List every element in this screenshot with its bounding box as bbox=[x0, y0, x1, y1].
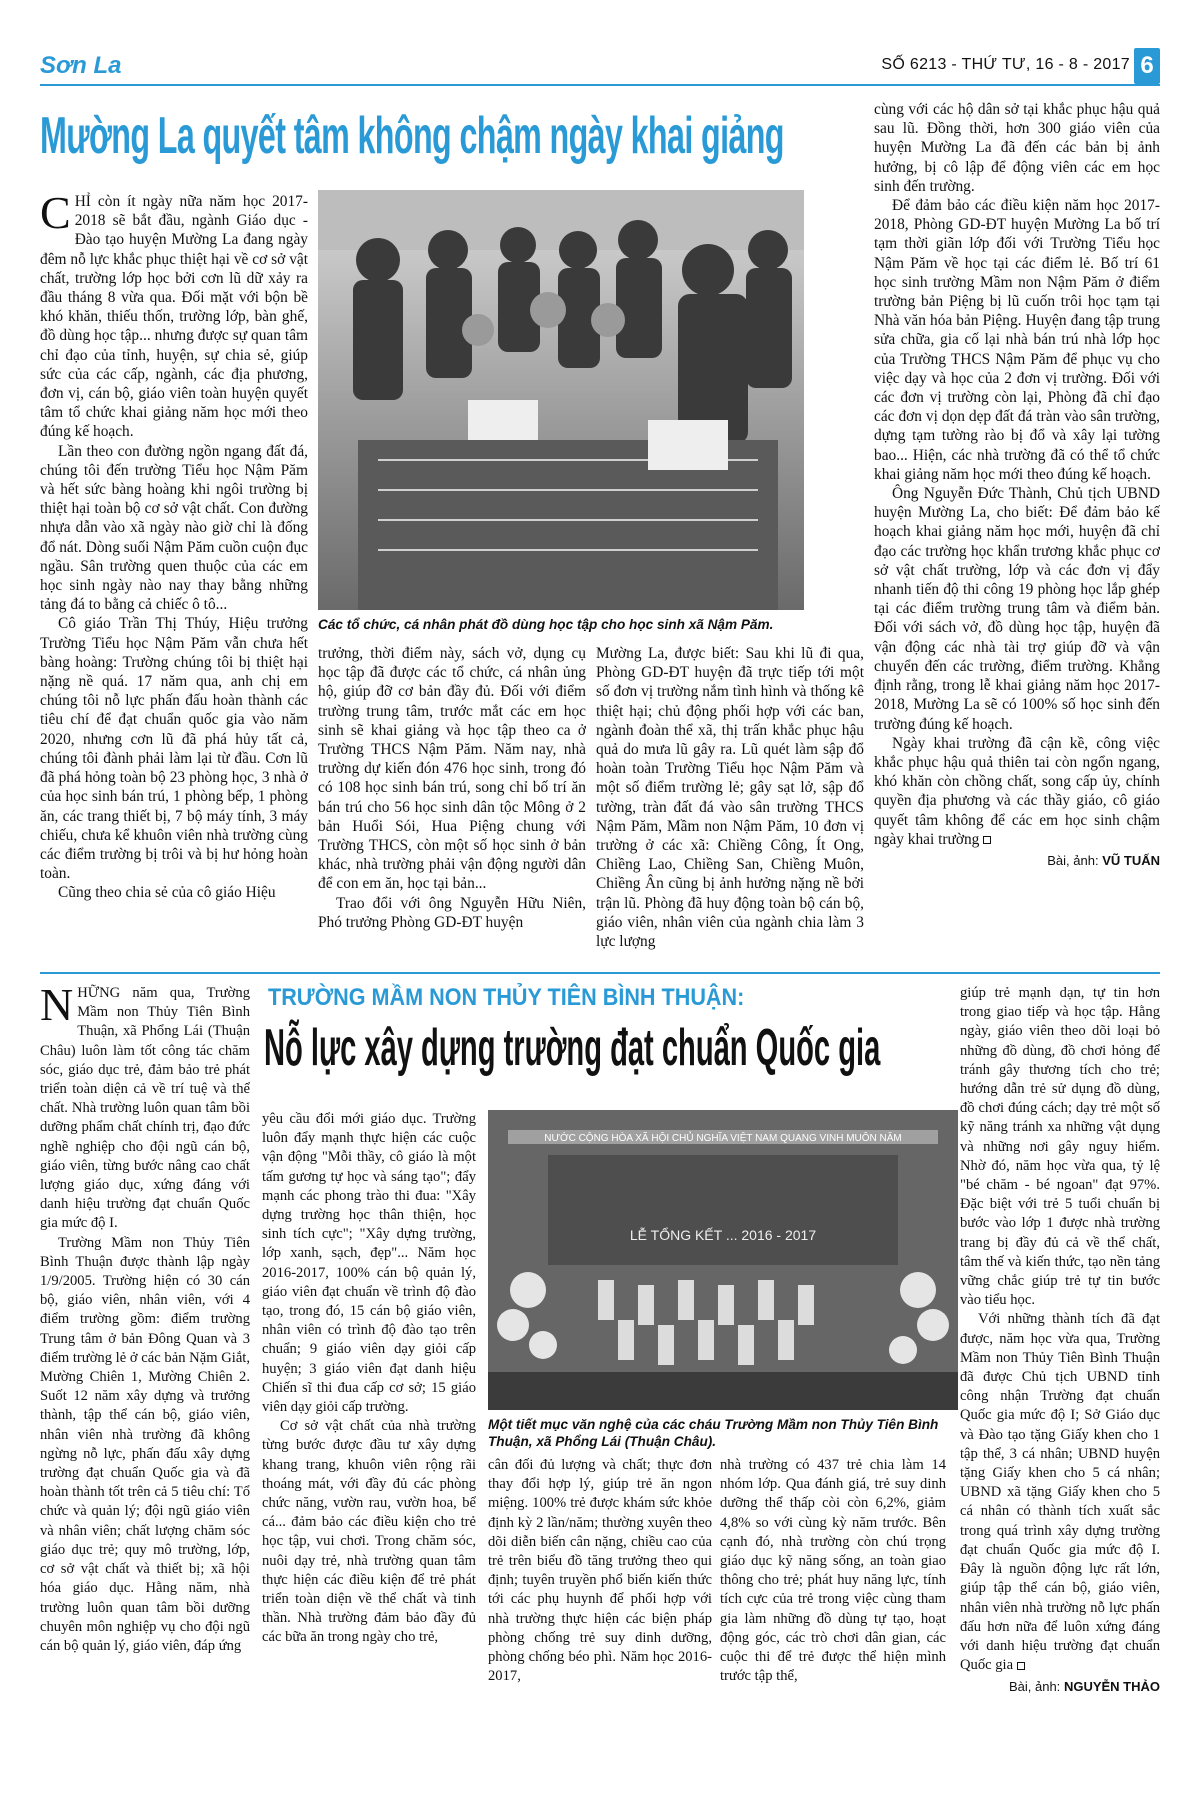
paragraph: Mường La, được biết: Sau khi lũ đi qua, Phòng GD-ĐT huyện đã trực tiếp tới một số đơn vị trường nắm tình hình và thống kê thiệt hại; chủ động phối hợp với các ban, ngành đoàn thể xã, thị trấn khắc phục hậu quả do mưa lũ gây ra. Lũ quét làm sập đổ hoàn toàn Trường Tiểu học Nậm Păm và một số điểm trường lẻ; gây sạt lở, sập đổ tường, tràn đất đá vào sân trường THCS Nậm Păm, Mầm non Nậm Păm, 10 đơn vị trường ở các xã: Chiềng Công, Ít Ong, Chiềng Lao, Chiềng San, Chiềng Muôn, Chiềng Ân cũng bị ảnh hưởng nặng nề bởi trận lũ. Phòng đã huy động toàn bộ cán bộ, giáo viên, nhân viên của ngành chia làm 3 lực lượng bbox=[596, 645, 864, 951]
article2-kicker: TRƯỜNG MẦM NON THỦY TIÊN BÌNH THUẬN: bbox=[268, 984, 745, 1011]
article2-col1 bbox=[40, 984, 250, 1772]
stage-photo bbox=[488, 1110, 958, 1410]
article1-title: Mường La quyết tâm không chậm ngày khai giảng bbox=[40, 107, 784, 165]
issue-line: SỐ 6213 - THỨ TƯ, 16 - 8 - 2017 bbox=[881, 56, 1130, 73]
article1-photo-caption: Các tổ chức, cá nhân phát đồ dùng học tập cho học sinh xã Nậm Păm. bbox=[318, 617, 774, 632]
paragraph: cân đối đủ lượng và chất; thực đơn thay đổi hợp lý, giúp trẻ ăn ngon miệng. 100% trẻ được khám sức khỏe định kỳ 2 lần/năm; thường xuyên theo dõi diễn biến cân nặng, chiều cao của trẻ trên biểu đồ tăng trưởng theo qui định; tuyên truyền phổ biến kiến thức tới các phụ huynh để phối hợp với nhà trường thực hiện các biện pháp phòng chống trẻ suy dinh dưỡng, phòng chống béo phì. Năm học 2016-2017, bbox=[488, 1457, 712, 1685]
crowd-photo bbox=[318, 190, 804, 610]
paragraph: giúp trẻ mạnh dạn, tự tin hơn trong giao tiếp và học tập. Hằng ngày, giáo viên theo dõi loại bỏ những đồ dùng, đồ chơi hỏng để tránh gây thương tích cho trẻ; hướng dẫn trẻ sử dụng đồ dùng, đồ chơi đúng cách; dạy trẻ một số kỹ năng tránh xa những vật dụng và những nơi gây nguy hiểm. Nhờ đó, năm học vừa qua, tỷ lệ "bé chăm - bé ngoan" đạt 97%. Đặc biệt với trẻ 5 tuổi chuẩn bị bước vào lớp 1 được nhà trường trang bị đầy đủ cả về thể chất, tâm thế và kiến thức, tạo nền tảng vững chắc giúp trẻ tự tin bước vào tiểu học. bbox=[960, 985, 1160, 1309]
end-mark-icon bbox=[983, 836, 991, 844]
article-separator bbox=[40, 972, 1160, 974]
article1-photo bbox=[318, 190, 804, 610]
paragraph: Trao đổi với ông Nguyễn Hữu Niên, Phó trưởng Phòng GD-ĐT huyện bbox=[318, 894, 586, 931]
end-mark-icon bbox=[1017, 1662, 1025, 1670]
article2-col3 bbox=[488, 1456, 712, 1772]
article2-byline: Bài, ảnh: NGUYỄN THẢO bbox=[1008, 1679, 1160, 1695]
paragraph: Cũng theo chia sẻ của cô giáo Hiệu bbox=[58, 884, 276, 902]
article2-photo bbox=[488, 1110, 958, 1410]
paragraph: HỈ còn ít ngày nữa năm học 2017-2018 sẽ bắt đầu, ngành Giáo dục - Đào tạo huyện Mường La đang ngày đêm nỗ lực khắc phục thiệt hại về cơ sở vật chất, trường lớp học bởi cơn lũ dữ xảy ra đầu tháng 8 vừa qua. Đối mặt với bộn bề khó khăn, thiếu thốn, trường lớp, bàn ghế, đồ dùng học tập... nhưng được sự quan tâm chỉ đạo của tỉnh, huyện, sự chia sẻ, giúp sức của các cấp, ngành, các địa phương, đơn vị, cán bộ, giáo viên toàn huyện quyết tâm tổ chức khai giảng năm học mới theo đúng kế hoạch. bbox=[40, 193, 308, 441]
photo-stage-text: LỄ TỔNG KẾT ... 2016 - 2017 bbox=[629, 1227, 817, 1243]
paragraph: trưởng, thời điểm này, sách vở, dụng cụ học tập đã được các tổ chức, cá nhân ủng hộ, giúp đỡ cơ bản đầy đủ. Đối với điểm trường trung tâm, trước mắt các em học sinh sẽ khai giảng và học tập theo ca ở Trường THCS Nậm Păm. Năm nay, nhà trường dự kiến đón 476 học sinh, trong đó có 108 học sinh bán trú, song chỉ bố trí ăn bán trú cho 56 học sinh dân tộc Mông ở 2 bản Huổi Sói, Hua Piệng chung với Trường THCS, còn một số học sinh ở bản khác, nhà trường phải vận động người dân để con em ăn, học tại bản... bbox=[318, 645, 586, 893]
article1-col3 bbox=[596, 644, 864, 964]
article2-col5 bbox=[960, 984, 1160, 1772]
article1-col2 bbox=[318, 644, 586, 964]
page-number: 6 bbox=[1134, 48, 1160, 84]
article2-col2 bbox=[262, 1110, 476, 1772]
paragraph: yêu cầu đổi mới giáo dục. Trường luôn đẩy mạnh thực hiện các cuộc vận động "Mỗi thầy, cô giáo là một tấm gương tự học và sáng tạo"; đẩy mạnh các phong trào thi đua: "Xây dựng trường học thân thiện, học sinh tích cực"; "Xây dựng trường, lớp xanh, sạch, đẹp"... Năm học 2016-2017, 100% cán bộ quản lý, giáo viên đạt chuẩn về trình độ đào tạo, trong đó, 15 cán bộ giáo viên, nhân viên có trình độ đào tạo trên chuẩn; 9 giáo viên dạy giỏi cấp huyện; 3 giáo viên đạt danh hiệu Chiến sĩ thi đua cấp cơ sở; 15 giáo viên dạy giỏi cấp trường. bbox=[262, 1111, 476, 1416]
paragraph: nhà trường có 437 trẻ chia làm 14 nhóm lớp. Qua đánh giá, trẻ suy dinh dưỡng thể thấp còi còn 6,2%, giảm 4,8% so với cùng kỳ năm trước. Bên cạnh đó, nhà trường còn chú trọng giáo dục kỹ năng sống, an toàn giao thông cho trẻ; phát huy năng lực, tính tích cực của trẻ trong việc cùng tham gia làm những đồ dùng tự tạo, hoạt động góc, các trò chơi dân gian, các cuộc thi để trẻ được thể hiện mình trước tập thể, bbox=[720, 1457, 946, 1685]
article2-col4 bbox=[720, 1456, 946, 1772]
paragraph: Cơ sở vật chất của nhà trường từng bước được đầu tư xây dựng khang trang, khuôn viên rộng rãi thoáng mát, với đầy đủ các phòng chức năng, vườn rau, vườn hoa, bể cá... đảm bảo các điều kiện cho trẻ học tập, vui chơi. Trong chăm sóc, nuôi dạy trẻ, nhà trường quan tâm thực hiện các điều kiện để trẻ phát triển toàn diện về thể chất và tinh thần. Nhà trường đảm bảo đầy đủ các bữa ăn trong ngày cho trẻ, bbox=[262, 1418, 476, 1646]
paragraph: cùng với các hộ dân sở tại khắc phục hậu quả sau lũ. Đồng thời, hơn 300 giáo viên của huyện Mường La đã đến các bản bị ảnh hưởng, bị cô lập để động viên các em học sinh đến trường. bbox=[874, 101, 1160, 195]
paragraph: Ngày khai trường đã cận kề, công việc khắc phục hậu quả thiên tai còn ngổn ngang, khó khăn còn chồng chất, song cấp ủy, chính quyền địa phương và các thầy giáo, cô giáo quyết tâm không để các em học sinh chậm ngày khai trường bbox=[874, 734, 1160, 848]
article2-photo-caption: Một tiết mục văn nghệ của các cháu Trường Mầm non Thủy Tiên Bình Thuận, xã Phổng Lái (Thuận Châu). bbox=[488, 1417, 939, 1449]
section-title: Sơn La bbox=[40, 52, 122, 79]
paragraph: Với những thành tích đã đạt được, năm học vừa qua, Trường Mầm non Thủy Tiên Bình Thuận đã được Chủ tịch UBND tỉnh công nhận Trường đạt chuẩn Quốc gia mức độ I; Sở Giáo dục và Đào tạo tặng Giấy khen cho 1 tập thể, 3 cá nhân; UBND huyện tặng Giấy khen cho 5 cá nhân; UBND xã tặng Giấy khen cho 5 cá nhân có thành tích xuất sắc trong quá trình xây dựng trường đạt chuẩn Quốc gia mức độ I. Đây là nguồn động lực rất lớn, giúp tập thể cán bộ, giáo viên, nhân viên nhà trường nỗ lực phấn đấu hơn nữa để luôn xứng đáng với danh hiệu trường đạt chuẩn Quốc gia bbox=[960, 1311, 1160, 1674]
drop-cap: C bbox=[40, 192, 71, 238]
drop-cap: N bbox=[40, 984, 74, 1030]
article2-title: Nỗ lực xây dựng trường đạt chuẩn Quốc gia bbox=[264, 1019, 881, 1077]
header-rule bbox=[40, 84, 1160, 86]
paragraph: HỮNG năm qua, Trường Mầm non Thủy Tiên Bình Thuận, xã Phổng Lái (Thuận Châu) luôn làm tốt công tác chăm sóc, giáo dục trẻ, đảm bảo trẻ phát triển toàn diện cả về trí tuệ và thể chất. Nhà trường luôn quan tâm bồi dưỡng phẩm chất chính trị, đạo đức nghề nghiệp cho đội ngũ cán bộ, giáo viên, từng bước nâng cao chất lượng giáo dục, xứng đáng với danh hiệu trường đạt chuẩn Quốc gia mức độ I. bbox=[40, 985, 250, 1232]
paragraph: Cô giáo Trần Thị Thúy, Hiệu trưởng Trường Tiểu học Nậm Păm vẫn chưa hết bàng hoàng: Trường chúng tôi bị thiệt hại nặng nề quá. 17 năm qua, anh chị em chúng tôi nỗ lực phấn đấu hoàn thành các tiêu chí để đạt chuẩn quốc gia vào năm 2020, nhưng cơn lũ đã phá hủy tất cả, chúng tôi đành phải làm lại từ đầu. Cơn lũ đã phá hỏng toàn bộ 23 phòng học, 3 nhà ở của học sinh bán trú, 1 phòng bếp, 1 phòng ăn, các trang thiết bị, 7 bộ máy tính, 3 máy chiếu, chưa kể khuôn viên nhà trường cùng các điểm trường bị trôi và bị hư hỏng hoàn toàn. bbox=[40, 615, 308, 883]
paragraph: Để đảm bảo các điều kiện năm học 2017-2018, Phòng GD-ĐT huyện Mường La bố trí tạm thời giãn lớp đối với Trường Tiểu học Nậm Păm về học tại các điểm lẻ. Bố trí 61 học sinh trường Mầm non Nậm Păm ở điểm trường bản Piệng bị lũ cuốn trôi học tạm tại Nhà văn hóa bản Piệng. Huyện đang tập trung sửa chữa, gia cố lại nhà bán trú nhà lớp học của Trường THCS Nậm Păm để phục vụ cho việc dạy và học của 2 đơn vị trường. Đối với các đơn vị trường còn lại, Phòng đã chỉ đạo các đơn vị dọn dẹp đất đá tràn vào sân trường, dựng tạm tường rào bị đổ và xây lại tường bao... Hiện, các nhà trường đã có thể tổ chức khai giảng năm học mới theo đúng kế hoạch. bbox=[874, 197, 1160, 483]
article1-byline: Bài, ảnh: VŨ TUẤN bbox=[1047, 852, 1160, 868]
paragraph: Trường Mầm non Thủy Tiên Bình Thuận được thành lập ngày 1/9/2005. Trường hiện có 30 cán bộ, giáo viên, nhân viên, với 4 điểm trường gồm: điểm trường Trung tâm ở bản Đông Quan và 3 điểm trường lẻ ở các bản Nặm Giắt, Mường Chiên 1, Mường Chiên 2. Suốt 12 năm xây dựng và trưởng thành, tập thể cán bộ, giáo viên, nhân viên nhà trường đã không ngừng nỗ lực, phấn đấu xây dựng trường đạt chuẩn Quốc gia và đã hoàn thành tốt trên cả 5 tiêu chí: Tổ chức và quản lý; đội ngũ giáo viên và nhân viên; chất lượng chăm sóc giáo dục trẻ; quy mô trường, lớp, cơ sở vật chất và thiết bị; xã hội hóa giáo dục. Hằng năm, nhà trường luôn quan tâm bồi dưỡng chuyên môn nghiệp vụ cho đội ngũ cán bộ quản lý, giáo viên, đáp ứng bbox=[40, 1234, 250, 1654]
article1-col1 bbox=[40, 192, 308, 962]
article1-col4 bbox=[874, 100, 1160, 962]
photo-banner-text: NƯỚC CỘNG HÒA XÃ HỘI CHỦ NGHĨA VIỆT NAM QUANG VINH MUÔN NĂM bbox=[544, 1133, 902, 1144]
paragraph: Ông Nguyễn Đức Thành, Chủ tịch UBND huyện Mường La, cho biết: Để đảm bảo kế hoạch khai giảng năm học mới, huyện đã chỉ đạo các trường học khẩn trương khắc phục cơ sở vật chất trường, lớp và các đơn vị đẩy nhanh tiến độ thi công 19 phòng học lắp ghép tại các điểm trường trung tâm và điểm bản. Đối với sách vở, đồ dùng học tập, huyện đã vận động các nhà tài trợ giúp đỡ và vận chuyển đến các trường, điểm trường. Khẳng định rằng, trong lễ khai giảng năm học 2017-2018, Mường La sẽ có 100% số học sinh đến trường đúng kế hoạch. bbox=[874, 485, 1160, 733]
paragraph: Lần theo con đường ngồn ngang đất đá, chúng tôi đến trường Tiểu học Nậm Păm và hết sức bàng hoàng khi ngôi trường bị thiệt hại toàn bộ cơ sở vật chất. Con đường nhựa dẫn vào xã ngày nào giờ chỉ là đống đổ nát. Dòng suối Nậm Păm cuồn cuộn đục ngầu. Sân trường quen thuộc của các em học sinh ngày nào nay thay bằng những tảng đá to bằng cả chiếc ô tô... bbox=[40, 442, 308, 614]
